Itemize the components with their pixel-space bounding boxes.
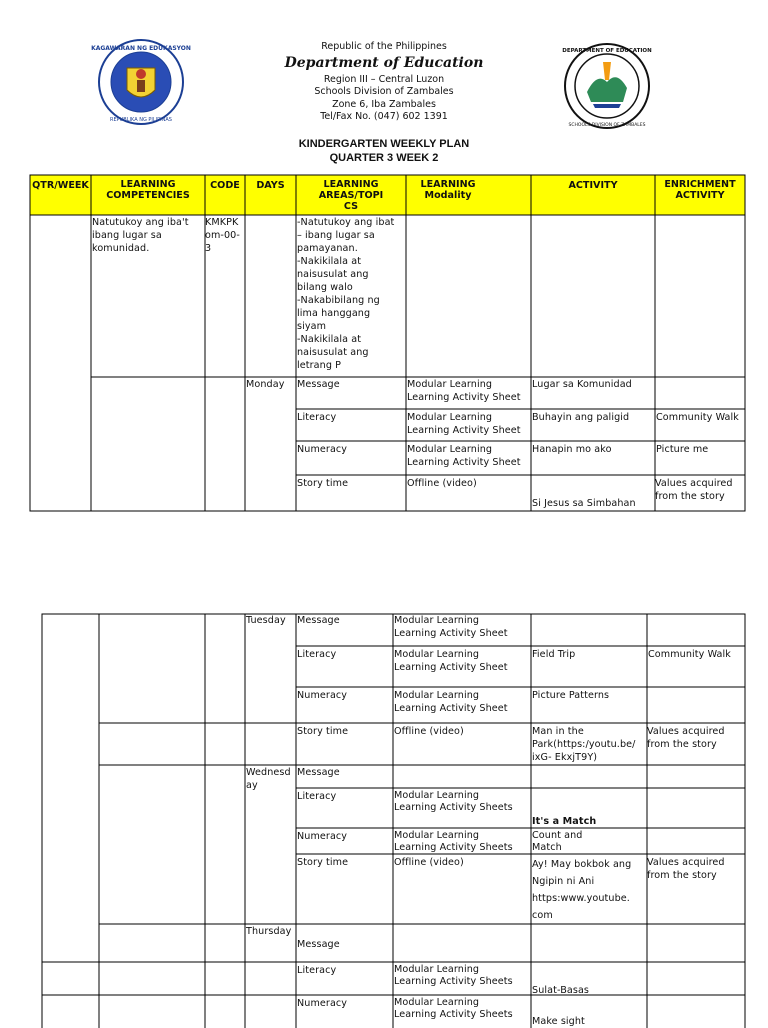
monday-modality-3: Modular Learning Learning Activity Sheet (407, 444, 521, 468)
monday-activity-1: Lugar sa Komunidad (532, 379, 632, 390)
col-header-days: DAYS (256, 180, 285, 191)
monday-modality-4: Offline (video) (407, 478, 477, 489)
tuesday-area-1: Message (297, 615, 340, 626)
plan-subtitle: QUARTER 3 WEEK 2 (329, 152, 439, 164)
wednesday-activity-4: Ay! May bokbok ang Ngipin ni Ani https:www.youtube. com (532, 859, 632, 921)
monday-activity-2: Buhayin ang paligid (532, 412, 630, 423)
tuesday-activity-4: Man in the Park(https:/youtu.be/ ixG- EkxjT9Y) (532, 726, 636, 763)
day-wednesday: Wednesd ay (246, 767, 291, 791)
monday-modality-2: Modular Learning Learning Activity Sheet (407, 412, 521, 436)
col-header-modality: LEARNING Modality (420, 179, 476, 201)
monday-area-4: Story time (297, 478, 349, 489)
tuesday-modality-2: Modular Learning Learning Activity Sheet (394, 649, 508, 673)
tel-line: Tel/Fax No. (047) 602 1391 (320, 111, 448, 122)
monday-activity-3: Hanapin mo ako (532, 444, 612, 455)
tuesday-modality-1: Modular Learning Learning Activity Sheet (394, 615, 508, 639)
svg-text:KAGAWARAN NG EDUKASYON: KAGAWARAN NG EDUKASYON (91, 45, 191, 52)
tuesday-activity-3: Picture Patterns (532, 690, 610, 701)
monday-enrichment-4: Values acquired from the story (655, 478, 733, 502)
svg-text:SCHOOLS DIVISION OF ZAMBALES: SCHOOLS DIVISION OF ZAMBALES (568, 123, 646, 128)
wednesday-area-4: Story time (297, 857, 349, 868)
monday-modality-1: Modular Learning Learning Activity Sheet (407, 379, 521, 403)
wednesday-modality-4: Offline (video) (394, 857, 464, 868)
tuesday-area-3: Numeracy (297, 690, 348, 701)
thursday-area-1: Message (297, 939, 340, 950)
col-header-enrichment: ENRICHMENT ACTIVITY (664, 179, 736, 201)
tuesday-enrichment-4: Values acquired from the story (647, 726, 725, 750)
wednesday-activity-2: It's a Match (532, 816, 597, 827)
division-line: Schools Division of Zambales (314, 86, 454, 97)
thursday-modality-3: Modular Learning Learning Activity Sheets (394, 997, 513, 1020)
tuesday-enrichment-2: Community Walk (648, 649, 731, 660)
monday-enrichment-3: Picture me (656, 444, 709, 455)
col-header-competencies: LEARNING COMPETENCIES (106, 179, 190, 201)
region-line: Region III – Central Luzon (323, 74, 445, 85)
wednesday-area-3: Numeracy (297, 831, 348, 842)
col-header-code: CODE (210, 180, 240, 191)
monday-enrichment-2: Community Walk (656, 412, 739, 423)
wednesday-modality-3: Modular Learning Learning Activity Sheets (394, 830, 513, 853)
zone-line: Zone 6, Iba Zambales (332, 99, 436, 110)
day-tuesday: Tuesday (246, 615, 286, 626)
wednesday-modality-2: Modular Learning Learning Activity Sheets (394, 790, 513, 813)
code-cell: KMKPK om-00- 3 (205, 217, 240, 254)
svg-text:DEPARTMENT OF EDUCATION: DEPARTMENT OF EDUCATION (562, 48, 652, 54)
thursday-activity-2: Sulat-Basas (532, 985, 590, 996)
monday-area-2: Literacy (297, 412, 337, 423)
col-header-qtr-week: QTR/WEEK (32, 180, 89, 191)
day-monday: Monday (246, 379, 285, 390)
thursday-area-2: Literacy (297, 965, 337, 976)
svg-text:REPUBLIKA NG PILIPINAS: REPUBLIKA NG PILIPINAS (110, 117, 172, 123)
tuesday-modality-3: Modular Learning Learning Activity Sheet (394, 690, 508, 714)
monday-activity-4: Si Jesus sa Simbahan (532, 498, 636, 509)
department-name: Department of Education (284, 55, 484, 71)
day-thursday: Thursday (246, 926, 292, 937)
topics-cell: -Natutukoy ang ibat – ibang lugar sa pamayanan. -Nakikilala at naisusulat ang bilang walo -Nakabibilang ng lima hanggang siyam -Nakikilala at naisusulat ang letrang P (297, 217, 395, 371)
wednesday-area-2: Literacy (297, 791, 337, 802)
wednesday-enrichment-4: Values acquired from the story (647, 857, 725, 881)
col-header-activity: ACTIVITY (568, 180, 618, 191)
col-header-areas: LEARNING AREAS/TOPI CS (318, 179, 384, 212)
thursday-activity-3: Make sight (532, 1016, 585, 1027)
wednesday-activity-3: Count and Match (532, 830, 583, 853)
competency-cell: Natutukoy ang iba't ibang lugar sa komunidad. (92, 217, 189, 254)
monday-area-1: Message (297, 379, 340, 390)
tuesday-area-4: Story time (297, 726, 349, 737)
thursday-modality-2: Modular Learning Learning Activity Sheets (394, 964, 513, 987)
wednesday-area-1: Message (297, 767, 340, 778)
tuesday-area-2: Literacy (297, 649, 337, 660)
tuesday-activity-2: Field Trip (532, 649, 576, 660)
republic-line: Republic of the Philippines (321, 41, 447, 52)
monday-area-3: Numeracy (297, 444, 348, 455)
tuesday-modality-4: Offline (video) (394, 726, 464, 737)
thursday-area-3: Numeracy (297, 998, 348, 1009)
plan-title: KINDERGARTEN WEEKLY PLAN (298, 138, 470, 150)
